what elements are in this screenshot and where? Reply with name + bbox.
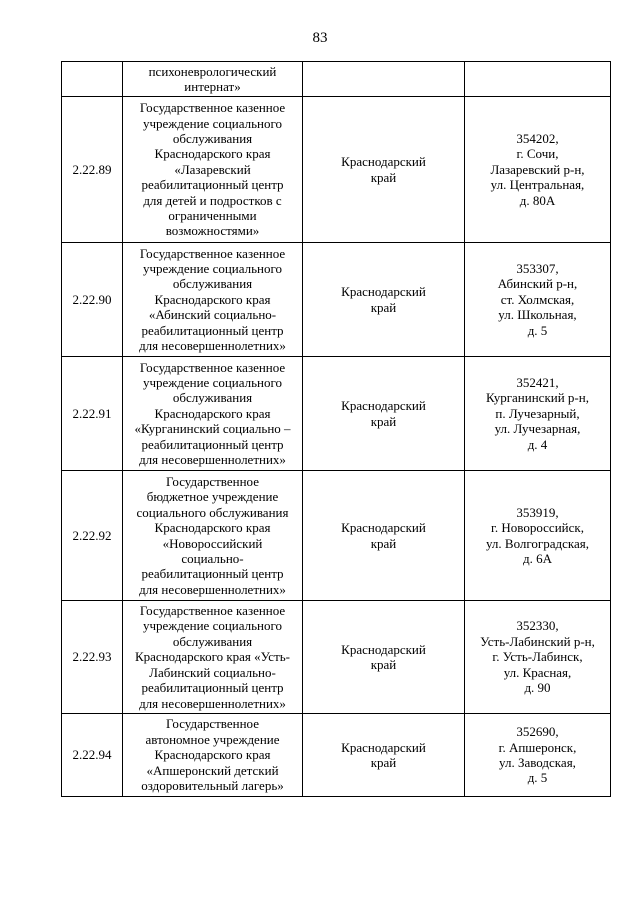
institution-name-cell: Государственное автономное учреждение Краснодарского края «Апшеронский детский оздоровительный лагерь» <box>123 714 303 797</box>
region-cell: Краснодарский край <box>303 357 465 471</box>
institutions-table <box>61 61 611 797</box>
address-cell <box>465 62 611 97</box>
region-cell: Краснодарский край <box>303 471 465 601</box>
table-row <box>62 97 611 243</box>
table-row <box>62 471 611 601</box>
page-number: 83 <box>312 30 328 46</box>
region-cell: Краснодарский край <box>303 714 465 797</box>
region-cell: Краснодарский край <box>303 601 465 714</box>
institution-name-cell: психоневрологический интернат» <box>123 62 303 97</box>
table-row <box>62 243 611 357</box>
address-cell: 354202, г. Сочи, Лазаревский р-н, ул. Центральная, д. 80А <box>465 97 611 243</box>
row-number-cell: 2.22.94 <box>62 714 123 797</box>
institution-name-cell: Государственное казенное учреждение социального обслуживания Краснодарского края «Абинский социально- реабилитационный центр для несовершеннолетних» <box>123 243 303 357</box>
institution-name-cell: Государственное казенное учреждение социального обслуживания Краснодарского края «Курганинский социально – реабилитационный центр для несовершеннолетних» <box>123 357 303 471</box>
row-number-cell: 2.22.90 <box>62 243 123 357</box>
address-cell: 352421, Курганинский р-н, п. Лучезарный, ул. Лучезарная, д. 4 <box>465 357 611 471</box>
row-number-cell: 2.22.93 <box>62 601 123 714</box>
region-cell: Краснодарский край <box>303 243 465 357</box>
row-number-cell: 2.22.92 <box>62 471 123 601</box>
table-row <box>62 601 611 714</box>
institution-name-cell: Государственное бюджетное учреждение социального обслуживания Краснодарского края «Новороссийский социально- реабилитационный центр для несовершеннолетних» <box>123 471 303 601</box>
table-row <box>62 357 611 471</box>
address-cell: 353919, г. Новороссийск, ул. Волгоградская, д. 6А <box>465 471 611 601</box>
row-number-cell <box>62 62 123 97</box>
address-cell: 352690, г. Апшеронск, ул. Заводская, д. 5 <box>465 714 611 797</box>
region-cell <box>303 62 465 97</box>
region-cell: Краснодарский край <box>303 97 465 243</box>
institution-name-cell: Государственное казенное учреждение социального обслуживания Краснодарского края «Усть- Лабинский социально- реабилитационный центр для несовершеннолетних» <box>123 601 303 714</box>
row-number-cell: 2.22.91 <box>62 357 123 471</box>
table-row <box>62 714 611 797</box>
address-cell: 352330, Усть-Лабинский р-н, г. Усть-Лабинск, ул. Красная, д. 90 <box>465 601 611 714</box>
row-number-cell: 2.22.89 <box>62 97 123 243</box>
table-row <box>62 62 611 97</box>
address-cell: 353307, Абинский р-н, ст. Холмская, ул. Школьная, д. 5 <box>465 243 611 357</box>
institution-name-cell: Государственное казенное учреждение социального обслуживания Краснодарского края «Лазаревский реабилитационный центр для детей и подростков с ограниченными возможностями» <box>123 97 303 243</box>
